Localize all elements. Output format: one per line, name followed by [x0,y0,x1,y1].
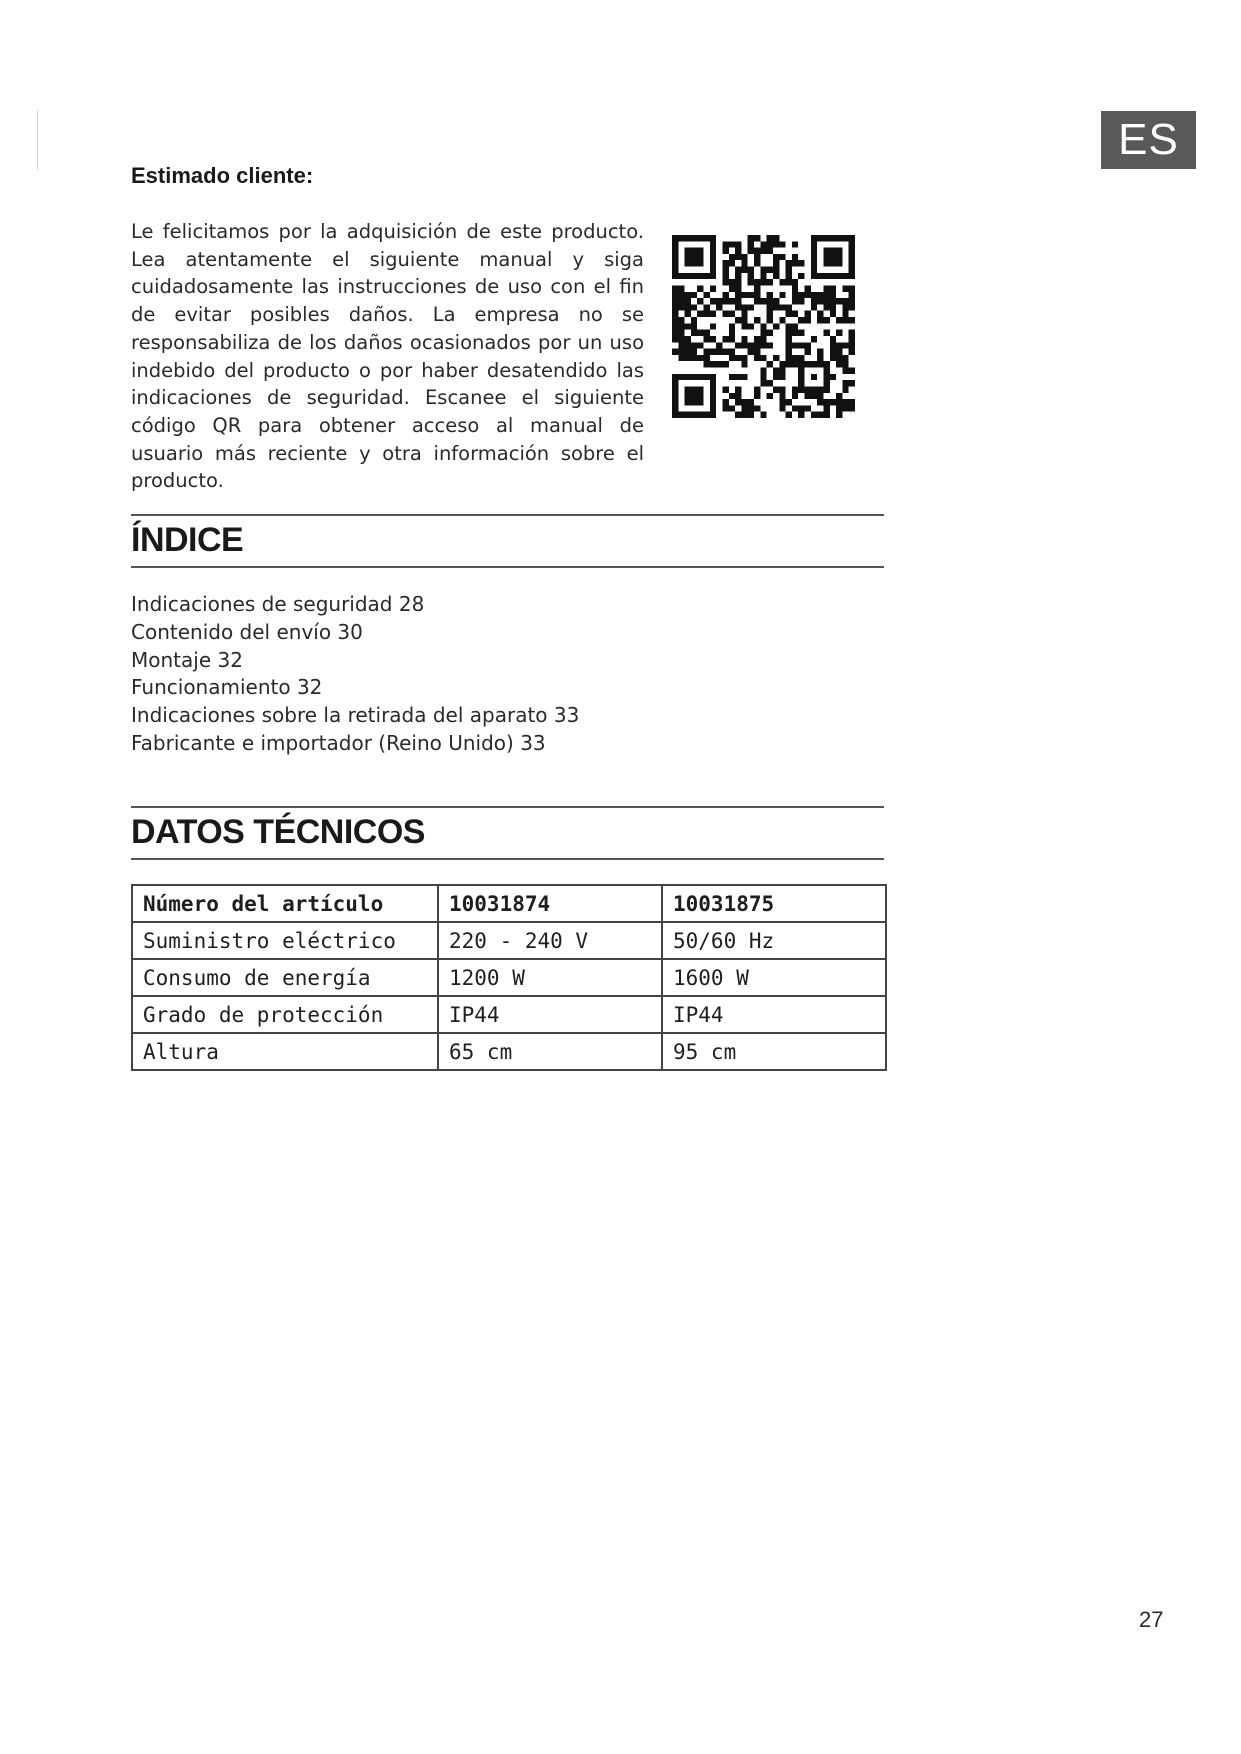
spec-label: Suministro eléctrico [132,922,438,959]
table-row [132,1033,886,1070]
toc-item: Funcionamiento 32 [131,675,323,700]
language-badge: ES [1101,111,1196,169]
qr-code-icon [672,235,855,418]
spec-label: Número del artículo [132,885,438,922]
index-rule-bottom [131,566,884,568]
spec-value: 95 cm [662,1033,886,1070]
spec-label: Altura [132,1033,438,1070]
spec-value: 10031875 [662,885,886,922]
spec-value: IP44 [438,996,662,1033]
index-rule-top [131,514,884,516]
toc-item: Fabricante e importador (Reino Unido) 33 [131,730,546,755]
toc-item: Contenido del envío 30 [131,619,363,644]
techdata-rule-top [131,806,884,808]
toc-item: Indicaciones sobre la retirada del aparato 33 [131,703,580,728]
spec-value: 1600 W [662,959,886,996]
page-number: 27 [1139,1607,1164,1632]
spec-value: IP44 [662,996,886,1033]
margin-line [37,110,38,170]
spec-value: 50/60 Hz [662,922,886,959]
table-row [132,959,886,996]
spec-value: 1200 W [438,959,662,996]
toc-item: Indicaciones de seguridad 28 [131,592,425,616]
greeting-heading: Estimado cliente: [131,163,314,188]
table-row [132,885,886,922]
spec-label: Consumo de energía [132,959,438,996]
index-title: ÍNDICE [131,521,244,559]
techdata-title: DATOS TÉCNICOS [131,813,425,851]
spec-value: 220 - 240 V [438,922,662,959]
table-row [132,922,886,959]
spec-value: 65 cm [438,1033,662,1070]
toc-item: Montaje 32 [131,647,243,672]
techdata-rule-bottom [131,858,884,860]
tech-data-table [131,884,887,1071]
intro-paragraph: Le felicitamos por la adquisición de este producto. Lea atentamente el siguiente manual y siga cuidadosamente las instrucciones de uso con el fin de evitar posibles daños. La empresa no se responsabiliza de los daños ocasionados por un uso indebido del producto o por haber desatendido las indicaciones de seguridad. Escanee el siguiente código QR para obtener acceso al manual de usuario más reciente y otra información sobre el producto. [131,220,644,493]
spec-label: Grado de protección [132,996,438,1033]
table-of-contents [131,591,579,758]
spec-value: 10031874 [438,885,662,922]
table-row [132,996,886,1033]
